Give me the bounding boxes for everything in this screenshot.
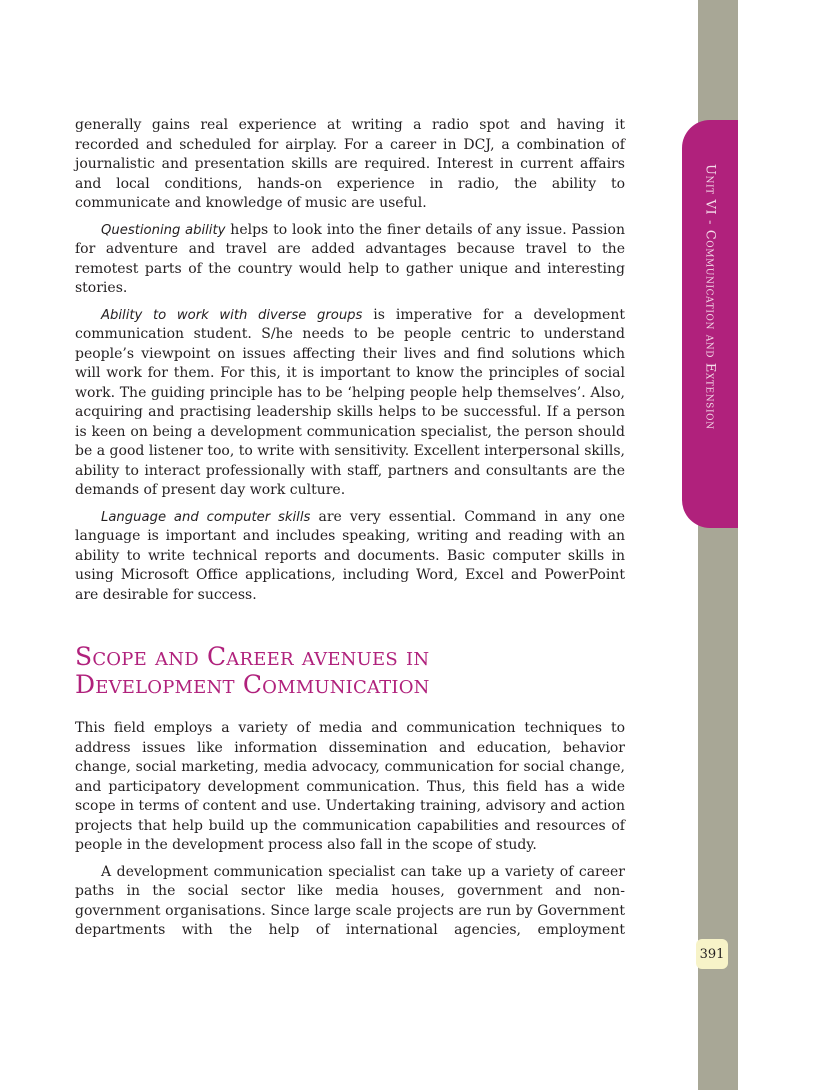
section-heading-line1: Scope and Career avenues in	[75, 642, 430, 671]
paragraph-questioning-ability	[75, 221, 625, 299]
paragraph-diverse-groups	[75, 306, 625, 501]
paragraph-diverse-groups-text: is imperative for a development communication student. S/he needs to be people centric to understand people’s viewpoint on issues affecting their lives and find solutions which will work for them. For this, it is important to know the principles of social work. The guiding principle has to be ‘helping people help themselves’. Also, acquiring and practising leadership skills helps to be successful. If a person is keen on being a development communication specialist, the person should be a good listener too, to write with sensitivity. Excellent interpersonal skills, ability to interact professionally with staff, partners and consultants are the demands of present day work culture.	[75, 306, 625, 498]
section-heading-line2: Development Communication	[75, 670, 430, 699]
page-number: 391	[696, 939, 728, 969]
term-questioning-ability: Questioning ability	[101, 222, 226, 238]
section-heading	[75, 643, 625, 699]
term-language-computer-skills: Language and computer skills	[101, 509, 311, 525]
page-body	[75, 116, 625, 948]
paragraph-language-computer-skills-text: are very essential. Command in any one language is important and includes speaking, writing and reading with an ability to write technical reports and documents. Basic computer skills in using Microsoft Office applications, including Word, Excel and PowerPoint are desirable for success.	[75, 508, 626, 603]
paragraph-field-scope: This field employs a variety of media and communication techniques to address issues like information dissemination and education, behavior change, social marketing, media advocacy, communication for social change, and participatory development communication. Thus, this field has a wide scope in terms of content and use. Undertaking training, advisory and action projects that help build up the communication capabilities and resources of people in the development process also fall in the scope of study.	[75, 720, 625, 853]
unit-label: Unit VI - Communication and Extension	[702, 164, 718, 430]
unit-tab-label-wrap	[682, 120, 738, 528]
paragraph-career-paths: A development communication specialist can take up a variety of career paths in the social sector like media houses, government and non-government organisations. Since large scale projects are run by Government departments with the help of international agencies, employment	[75, 863, 625, 938]
paragraph-questioning-ability-text: helps to look into the finer details of any issue. Passion for adventure and travel are added advantages because travel to the remotest parts of the country would help to gather unique and interesting stories.	[75, 221, 625, 296]
term-diverse-groups: Ability to work with diverse groups	[101, 307, 363, 323]
paragraph-language-computer-skills	[75, 508, 625, 606]
paragraph-radio-career: generally gains real experience at writing a radio spot and having it recorded and scheduled for airplay. For a career in DCJ, a combination of journalistic and presentation skills are required. Interest in current affairs and local conditions, hands-on experience in radio, the ability to communicate and knowledge of music are useful.	[75, 117, 625, 211]
